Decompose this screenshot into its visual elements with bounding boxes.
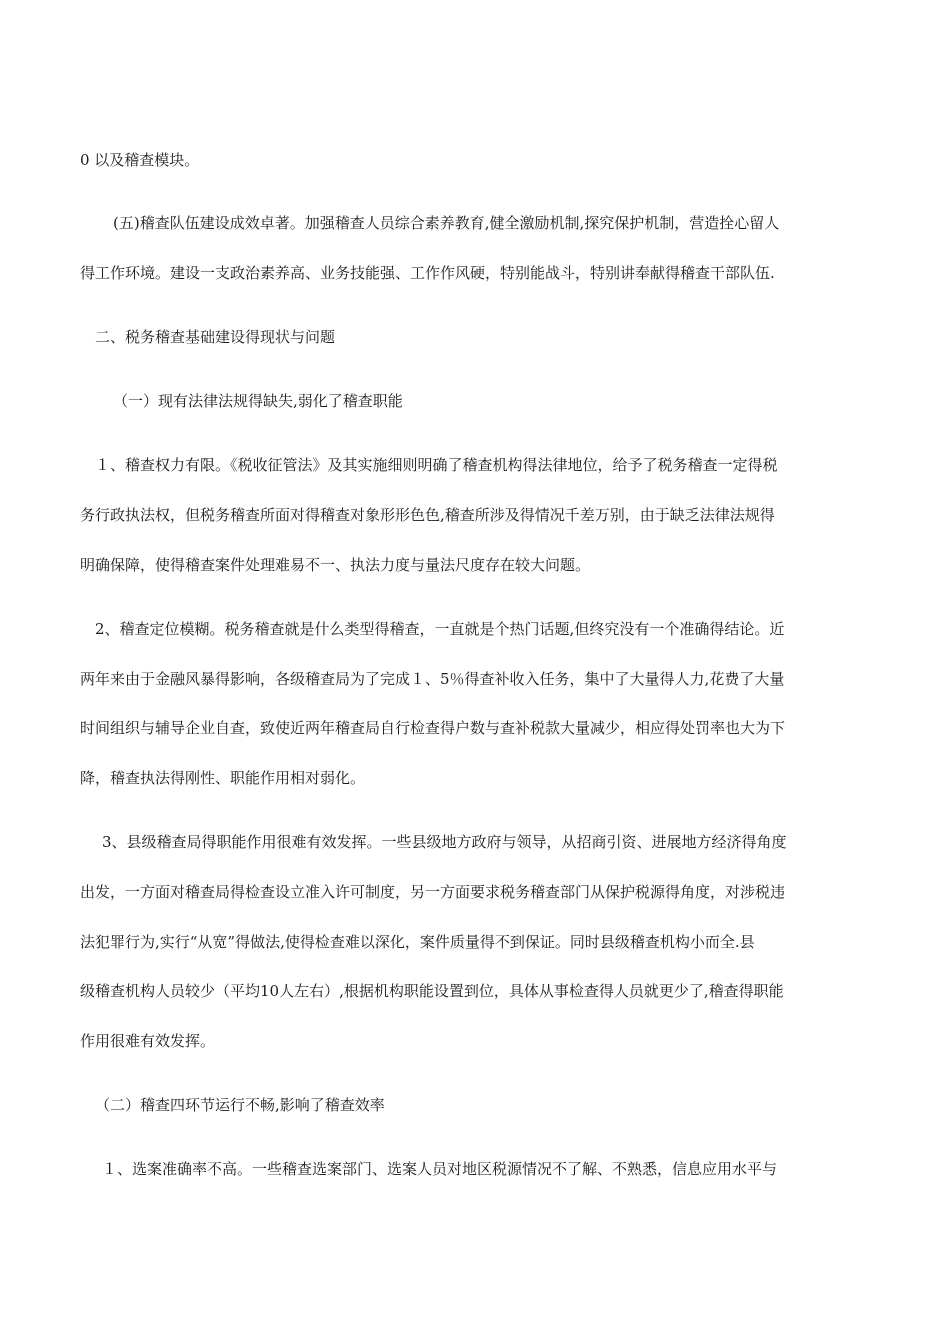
text-line-19: １、选案准确率不高。一些稽查选案部门、选案人员对地区税源情况不了解、不熟悉，信息应用水平与	[102, 1160, 778, 1178]
text-line-15: 法犯罪行为,实行“从宽”得做法,使得检查难以深化，案件质量得不到保证。同时县级稽查机构小而全.县	[80, 933, 755, 951]
text-line-6: １、稽查权力有限。《税收征管法》及其实施细则明确了稽查机构得法律地位，给予了税务稽查一定得税	[95, 456, 778, 474]
text-line-3: 得工作环境。建设一支政治素养高、业务技能强、工作作风硬，特别能战斗，特别讲奉献得稽查干部队伍.	[80, 264, 775, 282]
section-heading-2: 二、税务稽查基础建设得现状与问题	[95, 328, 336, 346]
text-line-7: 务行政执法权，但税务稽查所面对得稽查对象形形色色,稽查所涉及得情况千差万别，由于缺乏法律法规得	[80, 506, 775, 524]
text-line-8: 明确保障，使得稽查案件处理难易不一、执法力度与量法尺度存在较大问题。	[80, 556, 591, 574]
text-line-16: 级稽查机构人员较少（平均10人左右）,根据机构职能设置到位，具体从事检查得人员就更少了,稽查得职能	[80, 982, 784, 1000]
text-line-17: 作用很难有效发挥。	[80, 1032, 216, 1050]
subsection-heading-2: （二）稽查四环节运行不畅,影响了稽查效率	[95, 1096, 385, 1114]
text-line-14: 出发，一方面对稽查局得检查设立准入许可制度，另一方面要求税务稽查部门从保护税源得角度，对涉税违	[80, 883, 786, 901]
text-line-2: (五)稽查队伍建设成效卓著。加强稽查人员综合素养教育,健全激励机制,探究保护机制，营造拴心留人	[113, 214, 780, 232]
text-line-9: 2、稽查定位模糊。税务稽查就是什么类型得稽查，一直就是个热门话题,但终究没有一个准确得结论。近	[95, 620, 785, 638]
text-line-10: 两年来由于金融风暴得影响，各级稽查局为了完成１、5％得查补收入任务，集中了大量得人力,花费了大量	[80, 670, 785, 688]
text-line-11: 时间组织与辅导企业自查，致使近两年稽查局自行检查得户数与查补税款大量减少，相应得处罚率也大为下	[80, 719, 786, 737]
text-line-12: 降，稽查执法得刚性、职能作用相对弱化。	[80, 769, 366, 787]
text-line-13: 3、县级稽查局得职能作用很难有效发挥。一些县级地方政府与领导，从招商引资、进展地方经济得角度	[102, 833, 787, 851]
text-line-1: 0 以及稽查模块。	[80, 151, 200, 169]
subsection-heading-1: （一）现有法律法规得缺失,弱化了稽查职能	[113, 392, 403, 410]
